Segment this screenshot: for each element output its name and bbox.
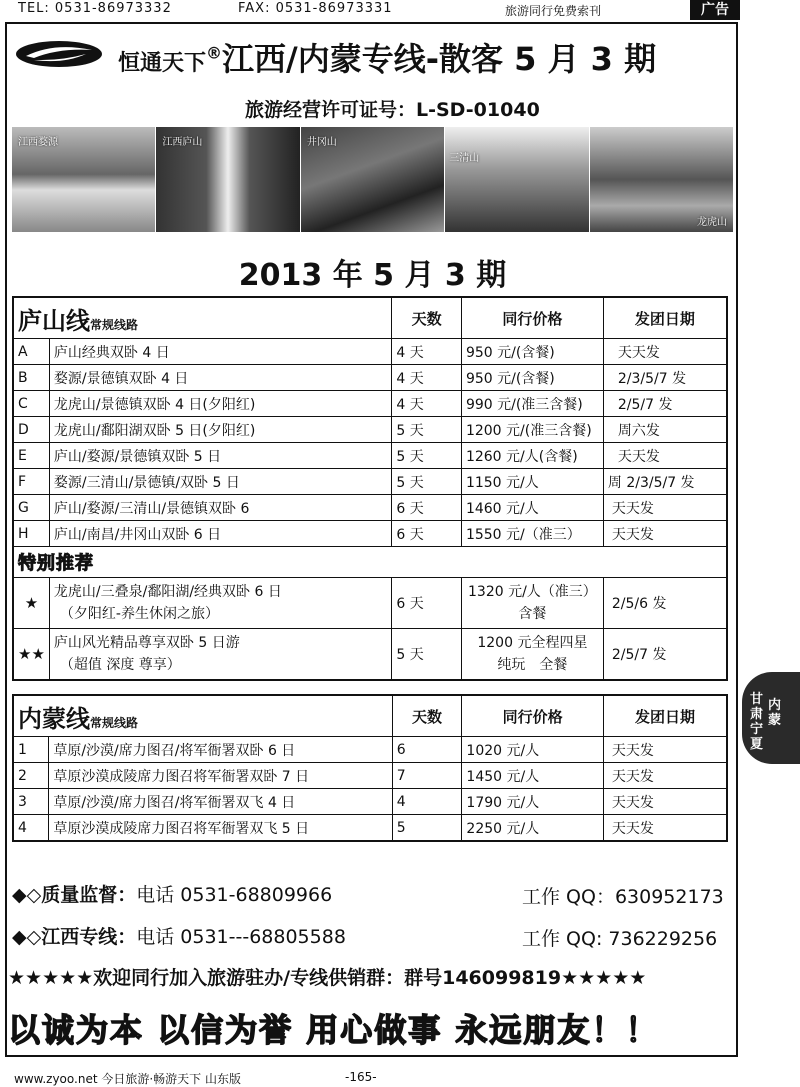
table-cell: 庐山/婺源/景德镇双卧 5 日 bbox=[49, 443, 391, 469]
table-cell: 950 元/(含餐) bbox=[461, 339, 603, 365]
special-heading-row bbox=[13, 547, 727, 578]
photo-sanqingshan bbox=[445, 127, 589, 232]
table-cell: 1460 元/人 bbox=[461, 495, 603, 521]
table-cell: 1260 元/人(含餐) bbox=[461, 443, 603, 469]
fax-number: FAX: 0531-86973331 bbox=[238, 1, 393, 16]
table-row bbox=[13, 391, 727, 417]
table-cell: G bbox=[13, 495, 49, 521]
table-cell: 4 天 bbox=[392, 339, 462, 365]
quality-contact: ◆◇质量监督：电话 0531-68809966 bbox=[12, 884, 333, 906]
table-header bbox=[13, 297, 727, 339]
table-cell: 天天发 bbox=[603, 763, 727, 789]
table-cell: B bbox=[13, 365, 49, 391]
photo-strip bbox=[12, 127, 734, 232]
photo-caption: 三清山 bbox=[449, 153, 480, 164]
table-cell: 4 bbox=[392, 789, 462, 815]
col-days: 天数 bbox=[392, 297, 462, 339]
photo-caption: 龙虎山 bbox=[697, 217, 728, 228]
table-cell: 天天发 bbox=[603, 737, 727, 763]
brand-logo-icon bbox=[14, 40, 104, 68]
table-row bbox=[13, 365, 727, 391]
side-tab-label: 甘肃宁夏 bbox=[750, 692, 764, 752]
table-cell: 庐山经典双卧 4 日 bbox=[49, 339, 391, 365]
page-number: -165- bbox=[345, 1070, 377, 1084]
photo-lushan bbox=[156, 127, 300, 232]
table-cell: 5 天 bbox=[392, 443, 462, 469]
table-cell: 4 bbox=[13, 815, 49, 842]
table-cell: 1200 元全程四星 纯玩 全餐 bbox=[461, 629, 603, 681]
photo-caption: 井冈山 bbox=[306, 137, 337, 148]
table-cell: 2 bbox=[13, 763, 49, 789]
table-cell: 1320 元/人（准三） 含餐 bbox=[461, 578, 603, 629]
lushan-route-table bbox=[12, 296, 728, 681]
index-note: 旅游同行免费索刊 bbox=[505, 4, 602, 18]
table-cell: D bbox=[13, 417, 49, 443]
table-cell bbox=[13, 547, 727, 578]
table-row bbox=[13, 417, 727, 443]
tel-number: TEL: 0531-86973332 bbox=[18, 1, 172, 16]
table-row bbox=[13, 469, 727, 495]
table-cell: 周六发 bbox=[603, 417, 727, 443]
table-cell: 庐山/婺源/三清山/景德镇双卧 6 bbox=[49, 495, 391, 521]
table-cell: 天天发 bbox=[603, 443, 727, 469]
table-cell: 庐山/南昌/井冈山双卧 6 日 bbox=[49, 521, 391, 547]
table-row bbox=[13, 495, 727, 521]
photo-caption: 江西庐山 bbox=[162, 137, 203, 148]
col-dates: 发团日期 bbox=[603, 297, 727, 339]
table-cell: 950 元/(含餐) bbox=[461, 365, 603, 391]
table-cell: 6 天 bbox=[392, 578, 462, 629]
col-dates: 发团日期 bbox=[603, 695, 727, 737]
registered-mark: ® bbox=[206, 43, 223, 63]
motto: 以诚为本 以信为誉 用心做事 永远朋友！！ bbox=[8, 1011, 660, 1049]
footer bbox=[0, 1068, 800, 1086]
table-cell: 6 天 bbox=[392, 521, 462, 547]
table-cell: 3 bbox=[13, 789, 49, 815]
table-row bbox=[13, 443, 727, 469]
table-cell: 1020 元/人 bbox=[462, 737, 604, 763]
table-row bbox=[13, 521, 727, 547]
table-row bbox=[13, 578, 727, 629]
table-cell: 5 天 bbox=[392, 469, 462, 495]
table-cell: 2/3/5/7 发 bbox=[603, 365, 727, 391]
table-cell: 天天发 bbox=[603, 789, 727, 815]
table-cell: 5 天 bbox=[392, 417, 462, 443]
table-cell: 7 bbox=[392, 763, 462, 789]
table-row bbox=[13, 629, 727, 681]
side-tab bbox=[742, 672, 800, 764]
table-cell: 2/5/7 发 bbox=[603, 629, 727, 681]
table-cell: 4 天 bbox=[392, 391, 462, 417]
table-cell: F bbox=[13, 469, 49, 495]
table-cell: 4 天 bbox=[392, 365, 462, 391]
table-cell: 5 天 bbox=[392, 629, 462, 681]
ad-label: 广告 bbox=[690, 0, 740, 20]
table-cell: 5 bbox=[392, 815, 462, 842]
neimeng-route-table bbox=[12, 694, 728, 842]
jiangxi-qq: 工作 QQ: 736229256 bbox=[522, 928, 718, 950]
table-row bbox=[13, 737, 727, 763]
table-cell: 草原沙漠成陵席力图召将军衙署双飞 5 日 bbox=[49, 815, 392, 842]
table-cell: 草原沙漠成陵席力图召将军衙署双卧 7 日 bbox=[49, 763, 392, 789]
table-row bbox=[13, 815, 727, 842]
group-slogan: ★★★★★欢迎同行加入旅游驻办/专线供销群：群号146099819★★★★★ bbox=[8, 967, 647, 989]
table-cell: 1150 元/人 bbox=[461, 469, 603, 495]
col-price: 同行价格 bbox=[461, 297, 603, 339]
title-text: 江西/内蒙专线-散客 5 月 3 期 bbox=[222, 40, 657, 78]
table-cell: 草原/沙漠/席力图召/将军衙署双卧 6 日 bbox=[49, 737, 392, 763]
table-cell: A bbox=[13, 339, 49, 365]
license-number: 旅游经营许可证号：L-SD-01040 bbox=[245, 99, 540, 121]
table-cell: 龙虎山/鄱阳湖双卧 5 日(夕阳红) bbox=[49, 417, 391, 443]
table-cell: 1790 元/人 bbox=[462, 789, 604, 815]
photo-caption: 江西婺源 bbox=[18, 137, 58, 148]
table-cell: 龙虎山/景德镇双卧 4 日(夕阳红) bbox=[49, 391, 391, 417]
table-cell: 1200 元/(准三含餐) bbox=[461, 417, 603, 443]
photo-jinggangshan bbox=[301, 127, 445, 232]
top-bar bbox=[0, 0, 800, 18]
table-cell: 草原/沙漠/席力图召/将军衙署双飞 4 日 bbox=[49, 789, 392, 815]
table-cell: ★ bbox=[13, 578, 49, 629]
table-header bbox=[13, 695, 727, 737]
col-price: 同行价格 bbox=[462, 695, 604, 737]
table-cell: 龙虎山/三叠泉/鄱阳湖/经典双卧 6 日 （夕阳红-养生休闲之旅） bbox=[49, 578, 391, 629]
side-tab-label: 内蒙 bbox=[768, 698, 782, 728]
table-cell: 天天发 bbox=[603, 815, 727, 842]
brand-name: 恒通天下 bbox=[118, 51, 207, 76]
table-cell: 2250 元/人 bbox=[462, 815, 604, 842]
table-cell: 周 2/3/5/7 发 bbox=[603, 469, 727, 495]
table-cell: 1 bbox=[13, 737, 49, 763]
table-cell: 2/5/6 发 bbox=[603, 578, 727, 629]
table-cell: 天天发 bbox=[603, 339, 727, 365]
table-cell: 婺源/三清山/景德镇/双卧 5 日 bbox=[49, 469, 391, 495]
table-cell: ★★ bbox=[13, 629, 49, 681]
table-cell: 2/5/7 发 bbox=[603, 391, 727, 417]
jiangxi-contact: ◆◇江西专线：电话 0531---68805588 bbox=[12, 926, 346, 948]
table-cell: 6 天 bbox=[392, 495, 462, 521]
table-cell: C bbox=[13, 391, 49, 417]
table-cell: E bbox=[13, 443, 49, 469]
section-title: 庐山线常规线路 bbox=[13, 297, 392, 339]
table-cell: 6 bbox=[392, 737, 462, 763]
table-cell: 婺源/景德镇双卧 4 日 bbox=[49, 365, 391, 391]
table-cell: 1550 元/（准三） bbox=[461, 521, 603, 547]
special-title: 特别推荐 bbox=[18, 553, 94, 574]
table-cell: 990 元/(准三含餐) bbox=[461, 391, 603, 417]
table-row bbox=[13, 339, 727, 365]
table-row bbox=[13, 789, 727, 815]
table-cell: H bbox=[13, 521, 49, 547]
section-title: 内蒙线常规线路 bbox=[13, 695, 392, 737]
table-cell: 天天发 bbox=[603, 521, 727, 547]
issue-heading: 2013 年 5 月 3 期 bbox=[238, 258, 507, 293]
footer-site: www.zyoo.net 今日旅游·畅游天下 山东版 bbox=[14, 1072, 241, 1086]
photo-wuyuan bbox=[12, 127, 156, 232]
table-row bbox=[13, 763, 727, 789]
table-cell: 天天发 bbox=[603, 495, 727, 521]
table-cell: 1450 元/人 bbox=[462, 763, 604, 789]
photo-longhushan bbox=[590, 127, 734, 232]
quality-qq: 工作 QQ：630952173 bbox=[522, 886, 724, 908]
col-days: 天数 bbox=[392, 695, 462, 737]
page-title bbox=[118, 34, 656, 80]
table-cell: 庐山风光精品尊享双卧 5 日游 （超值 深度 尊享） bbox=[49, 629, 391, 681]
